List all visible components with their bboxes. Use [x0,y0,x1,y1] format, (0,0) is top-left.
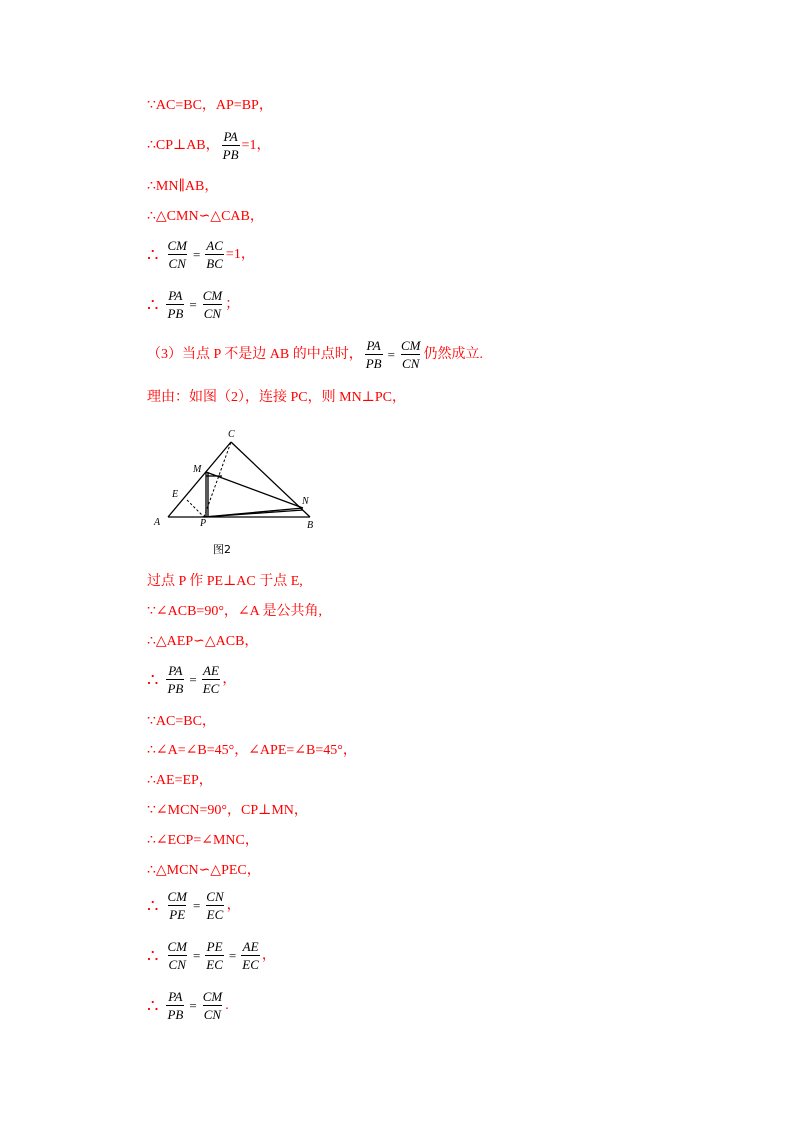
therefore-symbol: ∴ [147,945,159,966]
figure-caption: 图2 [213,543,231,556]
proof-line-6: ∴ $\frac{PA}{PB}$ = $\frac{CM}{CN}$ ； [147,288,240,321]
fraction-pa-pb: $\frac{PA}{PB}$ [167,989,184,1022]
dashed-pe [187,500,204,517]
fraction-cm-pe: $\frac{CM}{PE}$ [167,889,187,922]
fraction-ae-ec: $\frac{AE}{EC}$ [242,939,259,972]
proof-line-18: ∴△MCN∽△PEC， [147,863,261,878]
fraction-cm-cn: $\frac{CM}{CN}$ [167,238,187,271]
fraction-pa-pb: $\frac{PA}{PB}$ [222,129,239,162]
fraction-cm-cn: $\frac{CM}{CN}$ [167,939,187,972]
proof-line-12: ∴ $\frac{PA}{PB}$ = $\frac{AE}{EC}$ ， [147,663,237,696]
label-e: E [172,489,179,500]
proof-line-17: ∴∠ECP=∠MNC， [147,833,259,848]
label-c: C [228,429,235,440]
proof-line-13: ∵AC=BC， [147,714,216,729]
fraction-cm-cn: $\frac{CM}{CN}$ [202,288,223,321]
segment-pn-2 [204,510,303,517]
fraction-pa-pb: $\frac{PA}{PB}$ [365,338,382,371]
proof-line-14: ∴∠A=∠B=45°，∠APE=∠B=45°， [147,743,357,758]
geometry-figure-2 [150,424,340,564]
proof-line-8: 理由：如图（2），连接 PC，则 MN⊥PC， [147,390,406,405]
proof-line-7: （3）当点 P 不是边 AB 的中点时， $\frac{PA}{PB}$ = $\frac{CM}{CN}$ 仍然成立. [147,338,483,371]
proof-line-2: ∴CP⊥AB， $\frac{PA}{PB}$ =1， [147,129,271,162]
therefore-symbol: ∴ [147,895,159,916]
proof-line-10: ∵∠ACB=90°，∠A 是公共角, [147,604,322,619]
side-ac [168,442,231,517]
fraction-pa-pb: $\frac{PA}{PB}$ [167,663,184,696]
fraction-cm-cn: $\frac{CM}{CN}$ [202,989,223,1022]
fraction-ae-ec: $\frac{AE}{EC}$ [202,663,220,696]
proof-line-5: ∴ $\frac{CM}{CN}$ = $\frac{AC}{BC}$ =1， [147,238,255,271]
label-p: P [200,518,207,529]
label-m: M [193,464,202,475]
therefore-symbol: ∴ [147,294,159,315]
fraction-pe-ec: $\frac{PE}{EC}$ [206,939,223,972]
therefore-symbol: ∴ [147,244,159,265]
label-n: N [302,496,309,507]
proof-line-3: ∴MN∥AB， [147,179,219,194]
label-b: B [307,520,314,531]
proof-line-4: ∴△CMN∽△CAB， [147,209,264,224]
proof-line-19: ∴ $\frac{CM}{PE}$ = $\frac{CN}{EC}$ ， [147,889,241,922]
fraction-ac-bc: $\frac{AC}{BC}$ [206,238,223,271]
therefore-symbol: ∴ [147,995,159,1016]
proof-line-15: ∴AE=EP， [147,773,213,788]
fraction-cn-ec: $\frac{CN}{EC}$ [206,889,224,922]
fraction-pa-pb: $\frac{PA}{PB}$ [167,288,184,321]
proof-line-16: ∵∠MCN=90°，CP⊥MN， [147,803,308,818]
proof-line-20: ∴ $\frac{CM}{CN}$ = $\frac{PE}{EC}$ = $\frac{AE}{EC}$ ， [147,939,276,972]
proof-line-11: ∴△AEP∽△ACB， [147,634,259,649]
segment-mn [206,472,303,508]
therefore-symbol: ∴ [147,669,159,690]
proof-line-21: ∴ $\frac{PA}{PB}$ = $\frac{CM}{CN}$ . [147,989,229,1022]
fraction-cm-cn: $\frac{CM}{CN}$ [400,338,421,371]
label-a: A [154,517,161,528]
proof-line-1: ∵AC=BC，AP=BP， [147,98,273,113]
proof-line-9: 过点 P 作 PE⊥AC 于点 E, [147,574,303,589]
